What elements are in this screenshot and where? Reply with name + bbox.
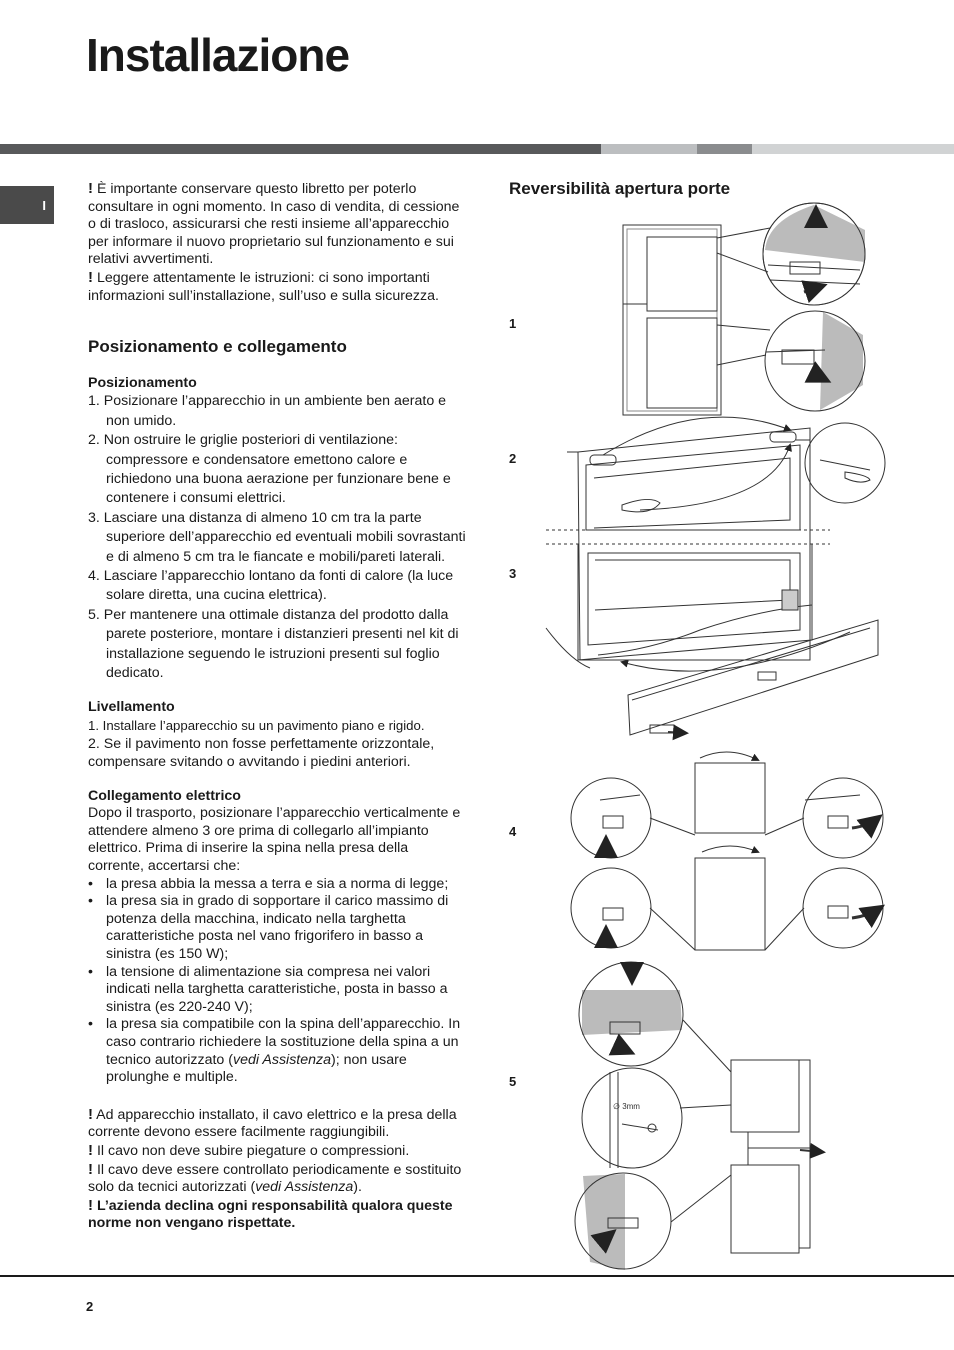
list-item: • la presa sia in grado di sopportare il carico massimo di potenza della macchina, indicato nella targhetta caratteristiche posta nel vano frigorifero in basso a sinistra (es 150 W);	[88, 893, 449, 962]
step5-detail-bottom	[575, 1173, 671, 1270]
list-item: 2. Non ostruire le griglie posteriori di ventilazione: compressore e condensatore emettono calore e richiedono una buona aerazione per funzionare bene e contenere i consumi elettrici.	[88, 432, 451, 507]
section-heading-reversibilita: Reversibilità apertura porte	[509, 179, 731, 198]
step4-upper-door	[695, 752, 765, 950]
step5-detail-top	[579, 962, 683, 1066]
collegamento-intro: Dopo il trasporto, posizionare l’apparecchio verticalmente e attendere almeno 3 ore prima di collegarlo all’impianto elettrico. Prima di inserire la spina nella presa della corrente, accertarsi che:	[88, 805, 461, 874]
step1-detail-bottom	[765, 311, 865, 411]
list-item: 3. Lasciare una distanza di almeno 10 cm tra la parte superiore dell’apparecchio ed eventuali mobili sovrastanti e di almeno 5 cm tra le fiancate e mobili/pareti laterali.	[88, 509, 466, 565]
step4-detail-2	[803, 778, 883, 858]
intro-paragraph-1: ! È importante conservare questo libretto per poterlo consultare in ogni momento. In caso di vendita, di cessione o di trasloco, assicurarsi che resti insieme all’apparecchio per informare il nuovo proprietario sul funzionamento e sui relativi avvertimenti.	[88, 180, 460, 268]
step2-fridge	[567, 417, 810, 660]
step3-plinth	[622, 620, 878, 735]
step-number-1: 1	[509, 316, 517, 331]
warning-1: ! Ad apparecchio installato, il cavo elettrico e la presa della corrente devono essere facilmente raggiungibili.	[88, 1105, 457, 1141]
list-item: • la presa sia compatibile con la spina dell’apparecchio. In caso contrario richiedere la sostituzione della spina a un tecnico autorizzato (vedi Assistenza); non usare prolunghe e multiple.	[88, 1016, 461, 1086]
list-item: 5. Per mantenere una ottimale distanza del prodotto dalla parete posteriore, montare i distanzieri presenti nel kit di installazione seguendo le istruzioni presenti sul foglio dedicato.	[88, 606, 459, 682]
subheading-livellamento: Livellamento	[88, 699, 175, 716]
section-heading-posizionamento-collegamento: Posizionamento e collegamento	[88, 337, 347, 357]
warning-mark: !	[88, 180, 93, 197]
subheading-posizionamento: Posizionamento	[88, 374, 197, 391]
page-number: 2	[86, 1299, 94, 1314]
list-item: • la tensione di alimentazione sia compresa nei valori indicati nella targhetta caratteristiche, posta in basso a sinistra (es 220-240 V);	[88, 963, 448, 1015]
step5-fridge	[731, 1060, 822, 1253]
step4-detail-4	[803, 868, 883, 948]
step1-fridge	[623, 225, 721, 415]
list-item: 4. Lasciare l’apparecchio lontano da fonti di calore (la luce solare diretta, una cucina elettrica).	[88, 568, 454, 604]
warning-2: ! Il cavo non deve subire piegature o compressioni.	[88, 1141, 410, 1159]
subheading-collegamento-elettrico: Collegamento elettrico	[88, 787, 241, 804]
livellamento-item-1: 1. Installare l’apparecchio su un pavimento piano e rigido.	[88, 718, 425, 734]
step-number-3: 3	[509, 566, 517, 581]
step3-fridge	[546, 544, 812, 668]
livellamento-item-2: 2. Se il pavimento non fosse perfettamente orizzontale, compensare svitando o avvitando i piedini anteriori.	[88, 735, 435, 770]
footer-rule	[0, 1275, 954, 1277]
warning-4: ! L’azienda declina ogni responsabilità qualora queste norme non vengano rispettate.	[88, 1196, 453, 1232]
step2-detail	[805, 423, 885, 503]
step-number-4: 4	[509, 824, 517, 839]
step1-detail-top	[763, 203, 865, 305]
page-title: Installazione	[86, 29, 350, 81]
step5-detail-middle	[582, 1068, 682, 1168]
intro-paragraph-2: ! Leggere attentamente le istruzioni: ci sono importanti informazioni sull’installazione, sull’uso e sulla sicurezza.	[88, 268, 439, 304]
step4-detail-1	[571, 778, 651, 858]
step-number-5: 5	[509, 1074, 517, 1089]
dimension-label: ∅ 3mm	[613, 1102, 640, 1111]
warning-3: ! Il cavo deve essere controllato periodicamente e sostituito solo da tecnici autorizzati (vedi Assistenza).	[88, 1160, 462, 1196]
list-item: • la presa abbia la messa a terra e sia a norma di legge;	[88, 875, 449, 892]
language-tab: I	[0, 186, 54, 224]
list-item: 1. Posizionare l’apparecchio in un ambiente ben aerato e non umido.	[88, 393, 447, 429]
step-number-2: 2	[509, 451, 517, 466]
warning-mark: !	[88, 268, 93, 286]
step4-detail-3	[571, 868, 651, 948]
